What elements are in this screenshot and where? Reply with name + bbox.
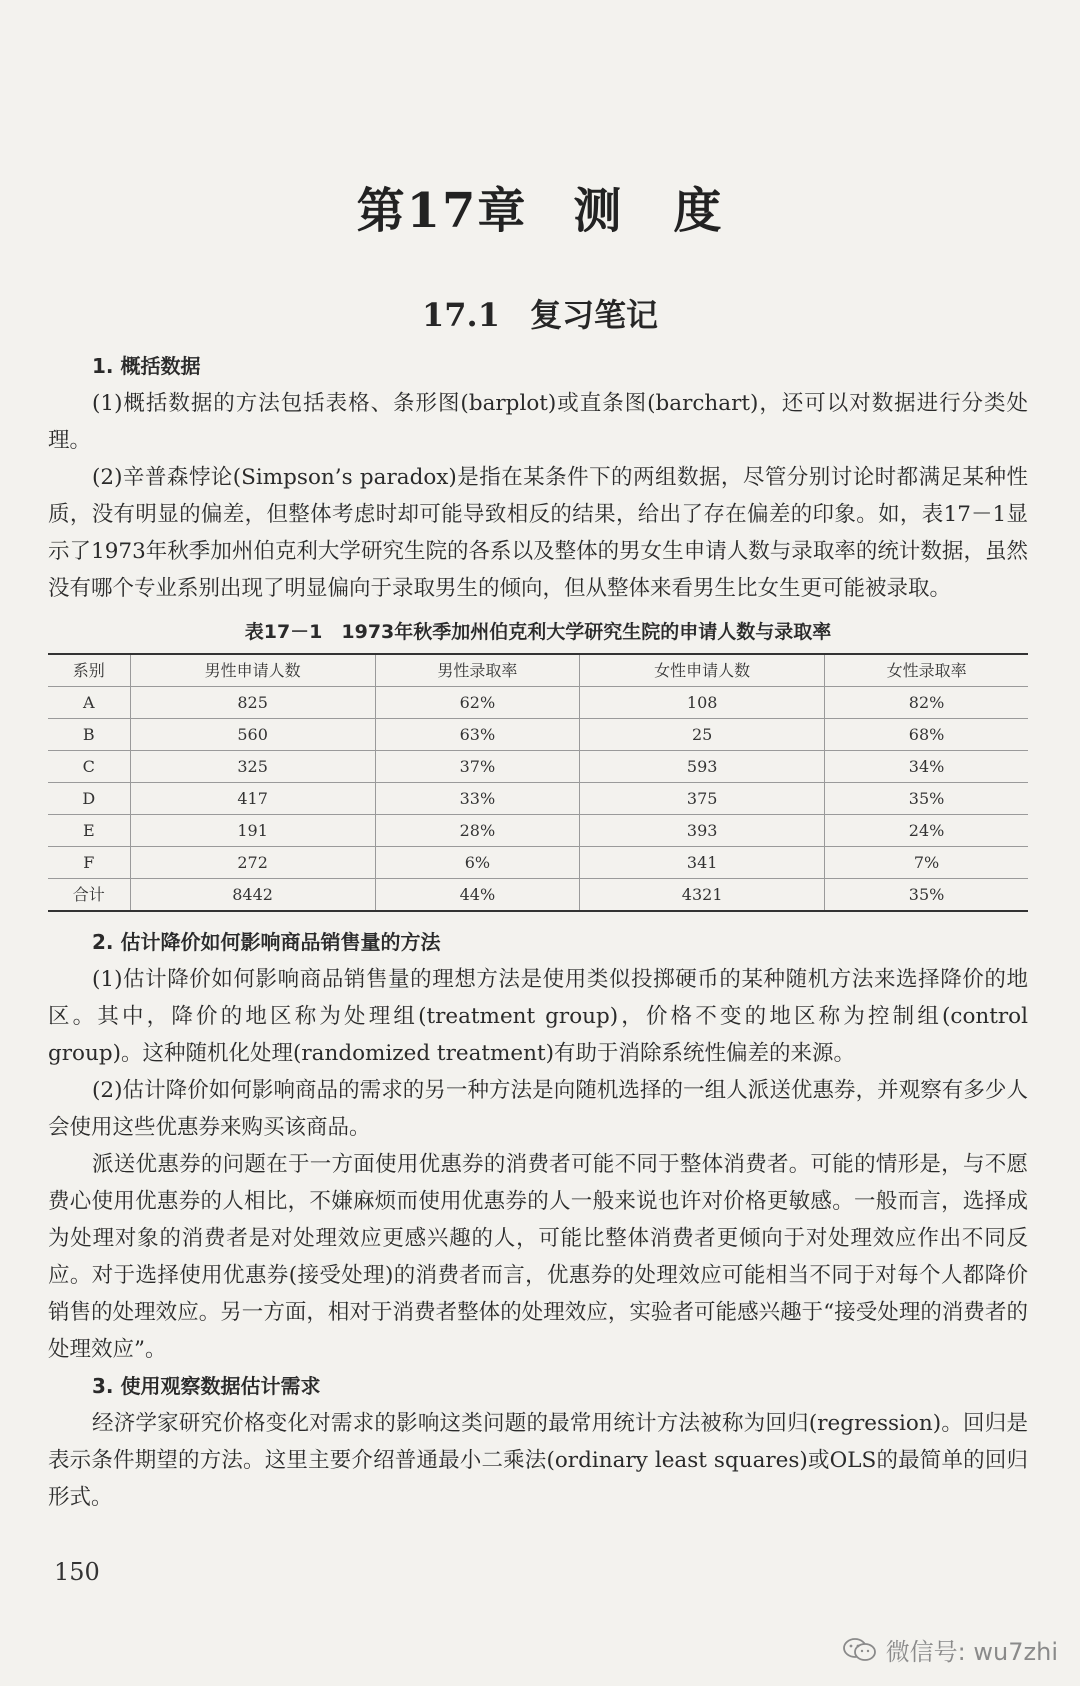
- chapter-prefix: 第: [356, 183, 407, 239]
- table-cell: 4321: [580, 879, 825, 912]
- page-body: [48, 348, 1028, 1516]
- page-number: 150: [54, 1558, 100, 1586]
- table-cell: 341: [580, 847, 825, 879]
- heading-summarizing-data: 1. 概括数据: [92, 354, 201, 378]
- chapter-title: [0, 172, 1080, 241]
- table-cell: 34%: [825, 751, 1028, 783]
- table-cell: 28%: [375, 815, 580, 847]
- heading-observational-data: 3. 使用观察数据估计需求: [92, 1374, 321, 1398]
- section-title: [0, 290, 1080, 336]
- table-row: [48, 687, 1028, 719]
- table-cell: 825: [130, 687, 375, 719]
- heading-price-cut-methods: 2. 估计降价如何影响商品销售量的方法: [92, 930, 441, 954]
- table-cell: 25: [580, 719, 825, 751]
- table-cell: 8442: [130, 879, 375, 912]
- chapter-number: 17: [406, 183, 478, 239]
- chapter-suffix: 章: [477, 183, 528, 239]
- table-header-row: [48, 654, 1028, 687]
- table-cell: C: [48, 751, 130, 783]
- table-cell: 593: [580, 751, 825, 783]
- table-total-row: [48, 879, 1028, 912]
- table-cell: 44%: [375, 879, 580, 912]
- section-name: 复习笔记: [529, 296, 658, 334]
- table-cell: 82%: [825, 687, 1028, 719]
- wechat-watermark: [842, 1632, 1058, 1667]
- table-row: [48, 751, 1028, 783]
- section-number: 17.1: [422, 296, 500, 334]
- paragraph-summary-methods: (1)概括数据的方法包括表格、条形图(barplot)或直条图(barchart)，还可以对数据进行分类处理。: [48, 391, 1028, 453]
- paragraph-simpson-paradox: (2)辛普森悖论(Simpson’s paradox)是指在某条件下的两组数据，尽管分别讨论时都满足某种性质，没有明显的偏差，但整体考虑时却可能导致相反的结果，给出了存在偏差的印象。如，表17－1显示了1973年秋季加州伯克利大学研究生院的各系以及整体的男女生申请人数与录取率的统计数据，虽然没有哪个专业系别出现了明显偏向于录取男生的倾向，但从整体来看男生比女生更可能被录取。: [48, 465, 1028, 601]
- table-cell: 68%: [825, 719, 1028, 751]
- table-cell: 63%: [375, 719, 580, 751]
- table-caption: 表17－1 1973年秋季加州伯克利大学研究生院的申请人数与录取率: [244, 621, 832, 643]
- table-cell: A: [48, 687, 130, 719]
- paragraph-coupon-problem: 派送优惠券的问题在于一方面使用优惠券的消费者可能不同于整体消费者。可能的情形是，与不愿费心使用优惠券的人相比，不嫌麻烦而使用优惠券的人一般来说也许对价格更敏感。一般而言，选择成为处理对象的消费者是对处理效应更感兴趣的人，可能比整体消费者更倾向于对处理效应作出不同反应。对于选择使用优惠券(接受处理)的消费者而言，优惠券的处理效应可能相当不同于对每个人都降价销售的处理效应。另一方面，相对于消费者整体的处理效应，实验者可能感兴趣于“接受处理的消费者的处理效应”。: [48, 1152, 1028, 1362]
- wechat-icon: [842, 1637, 878, 1663]
- table-row: [48, 847, 1028, 879]
- table-cell: F: [48, 847, 130, 879]
- chapter-name: 测 度: [573, 183, 724, 239]
- table-header-cell: 男性申请人数: [130, 654, 375, 687]
- table-cell: 560: [130, 719, 375, 751]
- watermark-text: 微信号: wu7zhi: [885, 1638, 1058, 1666]
- table-cell: 35%: [825, 783, 1028, 815]
- table-row: [48, 815, 1028, 847]
- table-cell: 6%: [375, 847, 580, 879]
- paragraph-regression: 经济学家研究价格变化对需求的影响这类问题的最常用统计方法被称为回归(regression)。回归是表示条件期望的方法。这里主要介绍普通最小二乘法(ordinary least squares)或OLS的最简单的回归形式。: [48, 1411, 1028, 1510]
- paragraph-randomized-treatment: (1)估计降价如何影响商品销售量的理想方法是使用类似投掷硬币的某种随机方法来选择降价的地区。其中，降价的地区称为处理组(treatment group)，价格不变的地区称为控制组(control group)。这种随机化处理(randomized treatment)有助于消除系统性偏差的来源。: [48, 967, 1028, 1066]
- table-cell: 325: [130, 751, 375, 783]
- table-cell: 合计: [48, 879, 130, 912]
- table-header-cell: 女性录取率: [825, 654, 1028, 687]
- table-header-cell: 女性申请人数: [580, 654, 825, 687]
- table-cell: 24%: [825, 815, 1028, 847]
- table-cell: D: [48, 783, 130, 815]
- table-cell: 272: [130, 847, 375, 879]
- table-cell: 7%: [825, 847, 1028, 879]
- table-cell: 417: [130, 783, 375, 815]
- table-cell: 191: [130, 815, 375, 847]
- paragraph-coupons: (2)估计降价如何影响商品的需求的另一种方法是向随机选择的一组人派送优惠券，并观察有多少人会使用这些优惠券来购买该商品。: [48, 1078, 1028, 1140]
- table-row: [48, 719, 1028, 751]
- table-cell: 35%: [825, 879, 1028, 912]
- table-cell: 33%: [375, 783, 580, 815]
- table-cell: 375: [580, 783, 825, 815]
- admissions-table: [48, 653, 1028, 912]
- table-cell: 62%: [375, 687, 580, 719]
- table-cell: E: [48, 815, 130, 847]
- table-row: [48, 783, 1028, 815]
- table-cell: B: [48, 719, 130, 751]
- table-header-cell: 系别: [48, 654, 130, 687]
- table-cell: 37%: [375, 751, 580, 783]
- table-cell: 108: [580, 687, 825, 719]
- table-cell: 393: [580, 815, 825, 847]
- table-header-cell: 男性录取率: [375, 654, 580, 687]
